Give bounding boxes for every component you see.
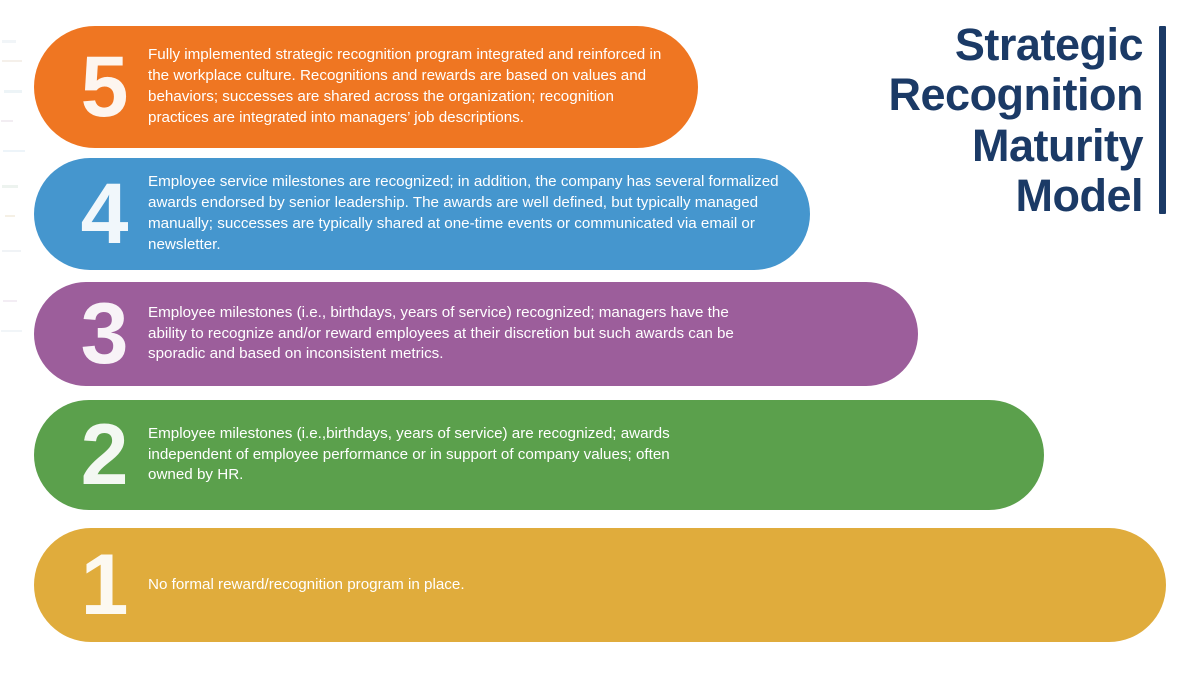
level-1-number: 1 [80, 537, 126, 633]
level-4-number: 4 [80, 166, 126, 262]
maturity-level-1-bar [34, 528, 1166, 642]
level-5-description: Fully implemented strategic recognition program integrated and reinforced in the workplace culture. Recognitions and rewards are based on values and behaviors; successes are shared across the organization; recognition practices are integrated into managers’ job descriptions. [148, 46, 662, 126]
title-block [766, 20, 1166, 222]
maturity-level-5-bar [34, 26, 698, 148]
title-vertical-rule [1159, 26, 1166, 214]
level-4-description: Employee service milestones are recognized; in addition, the company has several formalized awards endorsed by senior leadership. The awards are well defined, but typically managed manually; successes are typically shared at one-time events or communicated via email or newsletter. [148, 173, 779, 253]
level-2-description: Employee milestones (i.e.,birthdays, years of service) are recognized; awards independent of employee performance or in support of company values; often owned by HR. [148, 424, 670, 484]
page-title [889, 20, 1159, 222]
maturity-level-4-bar [34, 158, 810, 270]
maturity-level-2-bar [34, 400, 1044, 510]
maturity-level-3-bar [34, 282, 918, 386]
edge-artifact-decoration [0, 0, 34, 675]
level-5-number: 5 [80, 39, 126, 135]
level-2-number: 2 [80, 407, 126, 503]
title-line-1: Strategic [954, 19, 1143, 70]
title-line-2: Recognition [888, 69, 1143, 121]
level-1-description: No formal reward/recognition program in place. [148, 575, 465, 593]
title-line-4: Model [1015, 170, 1143, 222]
level-3-number: 3 [80, 286, 126, 382]
level-3-description: Employee milestones (i.e., birthdays, years of service) recognized; managers have the ability to recognize and/or reward employees at their discretion but such awards can be sporadic and based on inconsistent metrics. [148, 303, 734, 363]
title-line-3: Maturity [971, 119, 1143, 171]
